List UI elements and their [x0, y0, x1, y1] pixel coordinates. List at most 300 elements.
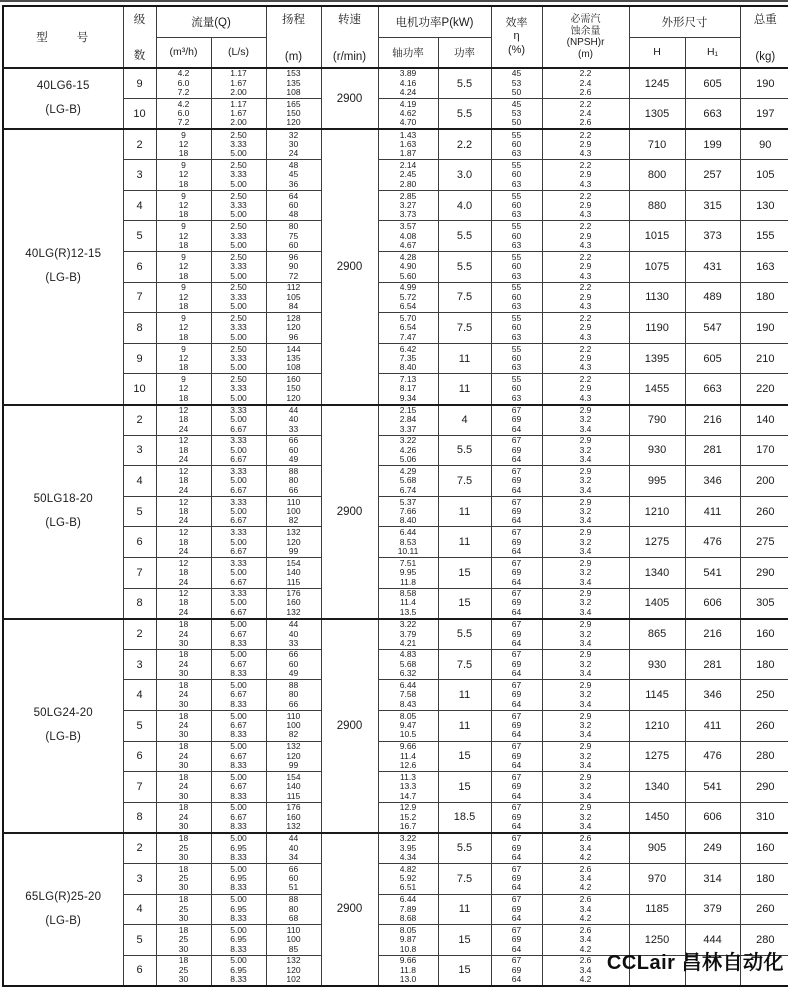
value-line: 6.67: [230, 689, 247, 700]
value-line: 67: [511, 557, 522, 568]
value-line: 18: [178, 894, 189, 905]
value-line: 63: [511, 301, 522, 312]
value-line: 6.67: [230, 658, 247, 669]
power-value: 11: [458, 382, 471, 395]
cell-shaft-power: [378, 313, 438, 344]
cell-H-value: 1130: [645, 291, 669, 304]
value-line: 24: [288, 148, 299, 159]
value-line: 2.6: [579, 87, 592, 98]
value-line: 69: [511, 505, 522, 516]
power-value: 7.5: [456, 322, 473, 335]
value-line: 69: [511, 720, 522, 731]
cell-H-value: 930: [647, 658, 667, 671]
cell-H: [629, 190, 685, 221]
cell-H: [629, 466, 685, 497]
cell-H1: [685, 68, 740, 99]
value-line: 128: [286, 312, 301, 323]
value-line: 2.80: [399, 178, 417, 189]
cell-H1-value: 216: [703, 414, 722, 427]
value-line: 48: [288, 209, 299, 220]
cell-motor-power: [438, 558, 491, 589]
value-line: 3.4: [579, 964, 592, 975]
value-line: 12: [178, 230, 189, 241]
header-flow-ls: [211, 37, 266, 68]
cell-H: [629, 252, 685, 283]
value-line: 72: [288, 270, 299, 281]
value-line: 18: [178, 178, 189, 189]
value-line: 60: [511, 352, 522, 363]
value-line: 18: [178, 270, 189, 281]
value-line: 33: [288, 637, 299, 648]
value-line: 2.9: [579, 169, 592, 180]
value-line: 30: [178, 821, 189, 831]
cell-efficiency: [491, 741, 542, 772]
cell-motor-power: [438, 190, 491, 221]
cell-model: [3, 129, 123, 404]
value-line: 64: [511, 484, 522, 495]
value-line: 3.37: [399, 423, 417, 434]
cell-shaft-power: [378, 160, 438, 191]
model-series: (LG-B): [45, 272, 82, 285]
value-line: 2.9: [579, 680, 592, 691]
cell-efficiency: [491, 649, 542, 680]
header-row-1: [3, 6, 788, 37]
value-line: 12: [178, 557, 189, 568]
cell-H1: [685, 313, 740, 344]
value-line: 3.4: [579, 576, 592, 587]
value-line: 5.00: [230, 833, 247, 844]
value-line: 60: [288, 658, 299, 669]
cell-H1-value: 199: [703, 138, 722, 151]
value-line: 9.34: [399, 392, 417, 403]
power-value: 5.5: [456, 107, 473, 120]
power-value: 7.5: [456, 291, 473, 304]
value-line: 16.7: [399, 821, 417, 831]
power-value: 5.5: [456, 230, 473, 243]
cell-H1-value: 489: [703, 291, 722, 304]
header-efficiency: [491, 6, 542, 68]
value-line: 18: [178, 924, 189, 935]
cell-stage: [123, 802, 156, 833]
cell-motor-power: [438, 894, 491, 925]
value-line: 3.4: [579, 545, 592, 556]
value-line: 9: [181, 373, 186, 384]
value-line: 24: [178, 628, 189, 639]
value-line: 30: [178, 973, 189, 984]
cell-head: [266, 343, 321, 374]
cell-flow-m3h: [156, 955, 211, 986]
value-line: 96: [288, 331, 299, 342]
cell-head: [266, 833, 321, 864]
cell-H-value: 1340: [644, 566, 670, 579]
value-line: 30: [288, 139, 299, 150]
value-line: 110: [286, 924, 301, 935]
value-line: 11.8: [400, 576, 416, 587]
value-line: 5.72: [399, 291, 417, 302]
cell-weight-value: 180: [756, 872, 775, 885]
cell-flow-m3h: [156, 558, 211, 589]
value-line: 63: [511, 270, 522, 281]
value-line: 8.33: [230, 913, 247, 924]
stage-value: 3: [136, 658, 143, 671]
value-line: 5.00: [230, 597, 247, 608]
cell-head: [266, 99, 321, 130]
value-line: 2.6: [579, 894, 592, 905]
cell-flow-m3h: [156, 802, 211, 833]
cell-head: [266, 129, 321, 160]
value-line: 8.33: [230, 760, 247, 771]
model-series: (LG-B): [45, 104, 82, 117]
cell-H: [629, 558, 685, 589]
value-line: 2.9: [579, 465, 592, 476]
value-line: 5.00: [230, 955, 247, 966]
value-line: 5.60: [399, 270, 417, 281]
value-line: 2.2: [579, 68, 592, 79]
power-value: 7.5: [456, 872, 473, 885]
value-line: 3.4: [579, 484, 592, 495]
power-value: 11: [458, 689, 471, 702]
value-line: 6.67: [230, 606, 247, 617]
cell-weight: [740, 374, 788, 405]
value-line: 24: [178, 576, 189, 587]
cell-shaft-power: [378, 894, 438, 925]
value-line: 6.67: [230, 628, 247, 639]
cell-H1-value: 249: [703, 842, 722, 855]
value-line: 8.33: [230, 698, 247, 709]
value-line: 120: [286, 750, 301, 761]
cell-npsh: [542, 833, 629, 864]
cell-H1-value: 663: [703, 107, 722, 120]
cell-H-value: 1250: [644, 933, 670, 946]
value-line: 2.2: [579, 343, 592, 354]
cell-weight: [740, 99, 788, 130]
header-stage-label: [124, 9, 156, 65]
value-line: 3.2: [579, 414, 592, 425]
value-line: 60: [511, 169, 522, 180]
cell-flow-ls: [211, 99, 266, 130]
value-line: 2.50: [230, 373, 247, 384]
cell-head: [266, 741, 321, 772]
value-line: 2.9: [579, 139, 592, 150]
value-line: 4.83: [399, 649, 417, 660]
value-line: 64: [511, 423, 522, 434]
cell-stage: [123, 772, 156, 803]
cell-npsh: [542, 343, 629, 374]
cell-shaft-power: [378, 619, 438, 650]
value-line: 5.00: [230, 505, 247, 516]
value-line: 4.2: [579, 882, 592, 893]
value-line: 5.00: [230, 924, 247, 935]
cell-H1: [685, 435, 740, 466]
header-flow-m3h-label: (m³/h): [169, 46, 198, 59]
cell-weight-value: 105: [756, 169, 775, 182]
power-value: 11: [458, 719, 471, 732]
power-value: 11: [458, 505, 471, 518]
cell-shaft-power: [378, 68, 438, 99]
cell-stage: [123, 466, 156, 497]
cell-weight: [740, 313, 788, 344]
value-line: 3.33: [230, 199, 247, 210]
value-line: 154: [286, 771, 301, 782]
cell-weight-value: 160: [756, 842, 775, 855]
value-line: 3.2: [579, 658, 592, 669]
value-line: 30: [178, 852, 189, 863]
value-line: 108: [286, 87, 301, 98]
value-line: 6.67: [230, 720, 247, 731]
value-line: 4.3: [579, 270, 592, 281]
value-line: 140: [286, 567, 301, 578]
cell-flow-m3h: [156, 129, 211, 160]
value-line: 3.2: [579, 720, 592, 731]
value-line: 5.00: [230, 894, 247, 905]
value-line: 8.40: [399, 362, 417, 373]
value-line: 80: [288, 475, 299, 486]
value-line: 3.33: [230, 527, 247, 538]
cell-stage: [123, 527, 156, 558]
cell-stage: [123, 955, 156, 986]
value-line: 8.43: [399, 698, 417, 709]
cell-model: [3, 405, 123, 619]
cell-motor-power: [438, 588, 491, 619]
cell-shaft-power: [378, 129, 438, 160]
cell-flow-ls: [211, 252, 266, 283]
cell-H: [629, 710, 685, 741]
cell-flow-ls: [211, 863, 266, 894]
value-line: 55: [511, 159, 522, 170]
table-row: [3, 405, 788, 436]
value-line: 40: [288, 628, 299, 639]
value-line: 4.82: [399, 863, 417, 874]
header-weight: [740, 6, 788, 68]
value-line: 6.67: [230, 576, 247, 587]
header-shaft-power: [378, 37, 438, 68]
value-line: 18: [178, 414, 189, 425]
header-npsh-label: [543, 14, 629, 60]
value-line: 7.13: [399, 373, 417, 384]
cell-shaft-power: [378, 925, 438, 956]
value-line: 144: [286, 343, 301, 354]
cell-flow-ls: [211, 221, 266, 252]
value-line: 6.44: [399, 894, 417, 905]
value-line: 8.05: [399, 710, 417, 721]
cell-flow-m3h: [156, 619, 211, 650]
table-header: [3, 6, 788, 68]
value-line: 4.16: [399, 77, 417, 88]
speed-value: 2900: [336, 92, 363, 105]
value-line: 24: [178, 720, 189, 731]
stage-value: 5: [136, 230, 143, 243]
value-line: 24: [178, 454, 189, 465]
power-value: 18.5: [453, 811, 476, 824]
value-line: 2.9: [579, 741, 592, 752]
value-line: 53: [511, 77, 522, 88]
value-line: 1.67: [230, 77, 247, 88]
cell-flow-m3h: [156, 863, 211, 894]
value-line: 4.2: [177, 68, 190, 79]
value-line: 6.42: [399, 343, 417, 354]
value-line: 3.33: [230, 383, 247, 394]
cell-weight: [740, 649, 788, 680]
value-line: 4.2: [579, 913, 592, 924]
cell-shaft-power: [378, 833, 438, 864]
value-line: 1.17: [230, 98, 247, 109]
value-line: 2.2: [579, 251, 592, 262]
cell-efficiency: [491, 129, 542, 160]
cell-head: [266, 649, 321, 680]
value-line: 4.70: [399, 117, 417, 128]
value-line: 2.9: [579, 710, 592, 721]
model-name: 40LG6-15: [36, 80, 90, 93]
value-line: 60: [511, 139, 522, 150]
cell-flow-ls: [211, 160, 266, 191]
cell-shaft-power: [378, 710, 438, 741]
cell-weight: [740, 221, 788, 252]
value-line: 2.50: [230, 312, 247, 323]
cell-weight: [740, 710, 788, 741]
value-line: 12: [178, 496, 189, 507]
header-npsh-line1: 必需汽: [570, 14, 601, 25]
value-line: 10.11: [397, 545, 419, 556]
cell-H1: [685, 741, 740, 772]
value-line: 4.3: [579, 148, 592, 159]
cell-H: [629, 99, 685, 130]
cell-H1: [685, 619, 740, 650]
cell-stage: [123, 833, 156, 864]
speed-value: 2900: [336, 505, 363, 518]
stage-value: 8: [136, 811, 143, 824]
value-line: 7.58: [399, 689, 417, 700]
cell-shaft-power: [378, 252, 438, 283]
value-line: 88: [288, 894, 299, 905]
value-line: 30: [178, 913, 189, 924]
vendor-watermark: CCLair 昌林自动化: [606, 951, 784, 974]
cell-H-value: 1450: [644, 811, 670, 824]
cell-efficiency: [491, 802, 542, 833]
value-line: 8.33: [230, 637, 247, 648]
value-line: 5.70: [399, 312, 417, 323]
cell-H1: [685, 558, 740, 589]
value-line: 30: [178, 698, 189, 709]
value-line: 5.00: [230, 475, 247, 486]
cell-stage: [123, 343, 156, 374]
value-line: 12: [178, 465, 189, 476]
value-line: 48: [288, 159, 299, 170]
value-line: 67: [511, 863, 522, 874]
header-head-label: [267, 9, 321, 65]
cell-head: [266, 435, 321, 466]
cell-flow-ls: [211, 833, 266, 864]
value-line: 66: [288, 863, 299, 874]
cell-flow-ls: [211, 527, 266, 558]
value-line: 12: [178, 291, 189, 302]
value-line: 63: [511, 148, 522, 159]
cell-H: [629, 802, 685, 833]
value-line: 2.9: [579, 404, 592, 415]
cell-flow-ls: [211, 558, 266, 589]
value-line: 132: [286, 955, 301, 966]
cell-efficiency: [491, 955, 542, 986]
cell-efficiency: [491, 160, 542, 191]
cell-weight: [740, 558, 788, 589]
value-line: 120: [286, 392, 301, 403]
value-line: 9: [181, 221, 186, 232]
speed-value: 2900: [336, 903, 363, 916]
value-line: 11.8: [400, 964, 416, 975]
stage-value: 4: [136, 199, 143, 212]
value-line: 3.27: [399, 199, 417, 210]
value-line: 2.84: [399, 414, 417, 425]
cell-head: [266, 863, 321, 894]
cell-head: [266, 619, 321, 650]
value-line: 64: [511, 454, 522, 465]
cell-efficiency: [491, 190, 542, 221]
cell-H: [629, 649, 685, 680]
value-line: 67: [511, 496, 522, 507]
value-line: 68: [288, 913, 299, 924]
stage-value: 3: [136, 444, 143, 457]
value-line: 5.00: [230, 362, 247, 373]
cell-H1: [685, 588, 740, 619]
value-line: 4.2: [579, 943, 592, 954]
cell-npsh: [542, 894, 629, 925]
value-line: 13.5: [399, 606, 417, 617]
value-line: 67: [511, 710, 522, 721]
cell-head: [266, 496, 321, 527]
value-line: 55: [511, 190, 522, 201]
cell-head: [266, 282, 321, 313]
stage-value: 6: [136, 964, 143, 977]
value-line: 2.6: [579, 955, 592, 966]
cell-H: [629, 496, 685, 527]
value-line: 24: [178, 545, 189, 556]
value-line: 12: [178, 527, 189, 538]
value-line: 5.00: [230, 178, 247, 189]
value-line: 12.6: [399, 760, 417, 771]
cell-shaft-power: [378, 99, 438, 130]
stage-value: 3: [136, 169, 143, 182]
value-line: 3.4: [579, 454, 592, 465]
value-line: 100: [286, 934, 301, 945]
value-line: 88: [288, 465, 299, 476]
cell-H1-value: 547: [703, 322, 722, 335]
cell-shaft-power: [378, 802, 438, 833]
cell-head: [266, 466, 321, 497]
stage-value: 6: [136, 260, 143, 273]
value-line: 160: [286, 597, 301, 608]
cell-H-value: 1210: [644, 505, 670, 518]
value-line: 2.6: [579, 863, 592, 874]
value-line: 5.00: [230, 680, 247, 691]
value-line: 6.67: [230, 545, 247, 556]
cell-H1: [685, 710, 740, 741]
cell-head: [266, 802, 321, 833]
model-name: 40LG(R)12-15: [25, 248, 102, 261]
value-line: 1.63: [399, 139, 417, 150]
cell-head: [266, 925, 321, 956]
value-line: 3.79: [399, 628, 417, 639]
stage-value: 2: [136, 138, 143, 151]
cell-npsh: [542, 772, 629, 803]
value-line: 69: [511, 536, 522, 547]
cell-H1-value: 541: [703, 566, 722, 579]
cell-weight-value: 90: [759, 138, 772, 151]
value-line: 2.9: [579, 291, 592, 302]
power-value: 11: [458, 903, 471, 916]
value-line: 8.33: [230, 668, 247, 679]
value-line: 2.50: [230, 159, 247, 170]
value-line: 5.00: [230, 301, 247, 312]
cell-flow-ls: [211, 772, 266, 803]
